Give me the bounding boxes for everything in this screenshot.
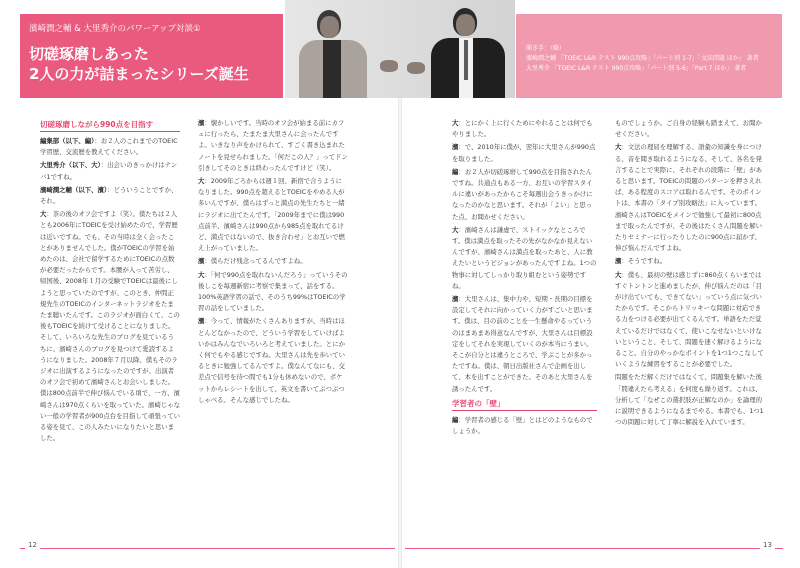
headline-line-1: 切磋琢磨しあった [29, 45, 149, 63]
title-panel [20, 14, 283, 98]
profile-line-3: 大里秀介 「TOEIC L&R テスト 990点攻略」「パート別 5-6」「Part 7 ほか」 著者 [526, 65, 747, 72]
person-right-hand [407, 62, 425, 74]
person-left-hand [380, 60, 398, 72]
series-label: 濱崎潤之輔 & 大里秀介のパワーアップ対談① [29, 24, 201, 34]
section-heading: 切磋琢磨しながら990点を目指す [40, 118, 180, 132]
speaker-label: 大 [615, 143, 622, 152]
paragraph [452, 118, 597, 140]
paragraph-text: ：懐かしいです。当時のオフ会が始まる前にカフェに行ったら、たまたま大里さんに会ったんですよ。いきなり声をかけられて、すごく書き込まれたノートを見せられました。「何だこの人？」ってドン引きしてそのときは終わったんですけど（笑）。 [198, 119, 348, 172]
footer-rule-left [20, 548, 395, 549]
speaker-label: 濱 [615, 257, 622, 266]
speaker-label: 大 [198, 177, 205, 186]
paragraph [615, 118, 765, 140]
speaker-label: 編 [452, 415, 459, 424]
headline-line-2: 2人の力が詰まったシリーズ誕生 [29, 65, 249, 83]
paragraph-text: ：2009年ごろからは週１回、新宿で合うようになりました。990点を超えるとTOEICをやめる人が多いんですが、僕らはずっと満点の先生たちと一緒にラジオに出てたんです。「2009年までに僕は990点前半、濱崎さんは990点から985点を取れてるけど、満点ではないので、抜き合わせ」とお互いで燃え上がっていました。 [198, 177, 345, 253]
speaker-label: 濱崎潤之輔（以下、濱） [40, 185, 108, 194]
speaker-label: 大 [615, 270, 622, 279]
speaker-label: 大 [40, 210, 47, 219]
paragraph [40, 185, 180, 207]
paragraph-text: ：お２人が切磋琢磨して990点を目指されたんですね。共通点もある一方、お互いの学習スタイルに違いがあったからこそ毎週出会うきっかけになったのかなと思います。それが「よい」と思った点、お聞かせください。 [452, 167, 593, 221]
page-number-left: 12 [25, 541, 40, 549]
paragraph [198, 176, 348, 254]
speaker-label: 濱 [452, 143, 459, 152]
footer-rule-right [405, 548, 783, 549]
paragraph-text: ：とにかく上に行くためにやれることは何でもやりました。 [452, 119, 593, 139]
paragraph [40, 160, 180, 182]
speaker-label: 濱 [198, 257, 205, 266]
paragraph [452, 294, 597, 395]
paragraph-text: ものでしょうか。ご自身の経験も踏まえて、お聞かせください。 [615, 119, 762, 139]
paragraph-text: ：大里さんは、集中力や、短期・長期の目標を設定してそれに向かっていく力がすごいと思います。僕は、目の前のことを一生懸命やるっていうのはまあまあ得意なんですが、大里さんは目標設定をしてそれを実現していくのが本当にうまい。そこが自分とは違うところで、学ぶことが多かったですね。僕は、朝日出版社さんで企画を出して、本を出すことができた。そのあと大里さんを誘ったんです。 [452, 295, 593, 393]
text-column-2 [198, 118, 348, 528]
paragraph-text: ：茶の後のオフ会ですよ（笑）。僕たちは２人とも2006年にTOEICを受け始めたので、学習歴は近いですね。でも、その当時は全く会ったことがありませんでした。僕がTOEICの学習を始めたのは、会社で留学するためにTOEICの点数が必要だったからです。本腰が入って苦労し、帰国後、2008年１月の受験でTOEICは最後にしようと思っていたのですが、このとき、仲間正規先生のTOEICのインターネットラジオをたまたま聴いたんです。このラジオが面白くて、この後もTOEICを続けて受けることになりました。そして、いろいろな先生のブログを見ているうちに、濱崎さんのブログを見つけて愛読するようになりました。2008年７月以降、僕もそのラジオに出演するようになったのですが、出演者のオフ会で初めて濱崎さんとお会いしました。僕は800点前半で伸び悩んでいる頃で、一方、濱崎さんは970点くらいを取っていた。濱崎じゃない一般の学習者が900点台を目指して頑張っている姿を見て、この人みたいになりたいと思いました。 [40, 210, 180, 443]
person-left-face [320, 16, 339, 38]
section-heading: 学習者の「壁」 [452, 397, 597, 411]
person-left-shirt [323, 40, 341, 98]
interview-photo [285, 0, 515, 98]
paragraph-text: ：今って、情報がたくさんありますが、当時はほとんどなかったので、どういう学習をしていけばよいかはみんなでいろいろと考えていました。とにかく何でもやる感じですね。大里さんは先を歩いているときに勉強してるんですよ。僕なんてなにも、交差点で信号を待つ間でも1分も休めないので、ポケットからレシートを出して、英文を書いてぶつぶつしゃべる。そんな感じでしたね。 [198, 317, 345, 404]
paragraph-text: ：僕らだけ残念ってるんですよね。 [204, 257, 307, 266]
page-number-right: 13 [760, 541, 775, 549]
headline [29, 44, 249, 84]
paragraph-text: ：学習者の感じる「壁」とはどのようなものでしょうか。 [452, 415, 593, 436]
paragraph [615, 256, 765, 267]
speaker-label: 大 [198, 270, 205, 279]
text-column-3 [452, 118, 597, 528]
profile-text [526, 44, 759, 74]
profile-line-1: 聞き手：（略） [526, 45, 566, 52]
paragraph [452, 142, 597, 164]
speaker-label: 大 [452, 119, 459, 127]
paragraph [198, 118, 348, 174]
paragraph [615, 372, 765, 428]
paragraph [40, 209, 180, 444]
paragraph [198, 270, 348, 315]
paragraph [452, 225, 597, 292]
paragraph-text: ：僕も、最初の壁は感じずに860点くらいまではすぐトントンと進めましたが、伸び悩んだのは「目がけ出ていても、できてない」っていう点に気づいたからです。そこからトリッキーな問題に対応できる力をつける必要が出てくるんです。単語をただ覚えているだけではなくて、使いこなせないといけないということ、そして、問題を速く解けるようになること。自分のやっかなボイントを1つ1つこなしていくような練習をすることが必要でした。 [615, 270, 764, 369]
paragraph-text: ：どういうことですか、それ。 [40, 185, 178, 206]
paragraph-text: ：「何で990点を取れないんだろう」っていうその後しこを毎週新宿に考察で集まって、話をする。100%英語学習の話で、そのうち99%はTOEICの学習の話をしていました。 [198, 270, 348, 313]
paragraph-text: 問題をただ解くだけではなくて、問題集を解いた後「間違えたら考える」を何度も繰り返す。これは、分析して「なぜこの選択肢が正解なのか」を論理的に説明できるようになるまでやる。本書でも、1つ1つの問題に対して丁寧に解説を入れています。 [615, 373, 764, 427]
text-column-4 [615, 118, 765, 528]
speaker-label: 濱 [198, 119, 205, 127]
paragraph [198, 256, 348, 267]
paragraph [452, 415, 597, 437]
speaker-label: 編集部（以下、編） [40, 137, 95, 145]
speaker-label: 編 [452, 167, 459, 176]
speaker-label: 濱 [452, 295, 459, 304]
person-right-tie [464, 40, 468, 80]
paragraph-text: ：で、2010年に僕が、翌年に大里さんが990点を取りました。 [452, 143, 596, 163]
speaker-label: 大里秀介（以下、大） [40, 161, 101, 170]
paragraph [40, 136, 180, 158]
paragraph-text: ：お２人のこれまでのTOEIC学習歴、交流歴を教えてください。 [40, 137, 178, 157]
profile-panel [516, 14, 782, 98]
paragraph-text: ：そうですね。 [621, 257, 667, 266]
profile-line-2: 濱崎潤之輔 「TOEIC L&R テスト 990点攻略」「パート別 1-7」「文法問題 ほか」 著者 [526, 55, 759, 62]
paragraph-text: ：出会いのきっかけはナンバ1ですね。 [40, 161, 178, 181]
paragraph [198, 316, 348, 406]
paragraph [615, 270, 765, 371]
paragraph [452, 167, 597, 223]
paragraph-text: ：濱崎さんは謙虚で、ストイックなところです。僕は満点を取ったその先がなかなか見えないんですが、濱崎さんは満点を取ったあと、人に教えたいというビジョンがあったんですよね。1つの物事に対してしっかり取り組むという姿勢ですね。 [452, 225, 597, 290]
person-right-face [456, 14, 475, 36]
text-column-1 [40, 118, 180, 528]
speaker-label: 大 [452, 225, 459, 234]
paragraph [615, 142, 765, 254]
paragraph-text: ：文法の理屈を理解する、語彙の知識を身につける、音を聞き取れるようになる、そして、各名を発言することで実際に、それぞれの段階に「壁」があると思います。TOEICの問題のパターンを押さえれば、ある程度のスコアは取れるんです。そのポイントは、本書の「タイプ別攻略法」に入っています。濱崎さんはTOEICをメインで勉強して最初に800点まで取ったんですが、その後はたくさん問題を解いたりセミナーに行ったりしたのに900点に届かず、伸び悩んだんですよね。 [615, 143, 762, 253]
speaker-label: 濱 [198, 317, 205, 326]
